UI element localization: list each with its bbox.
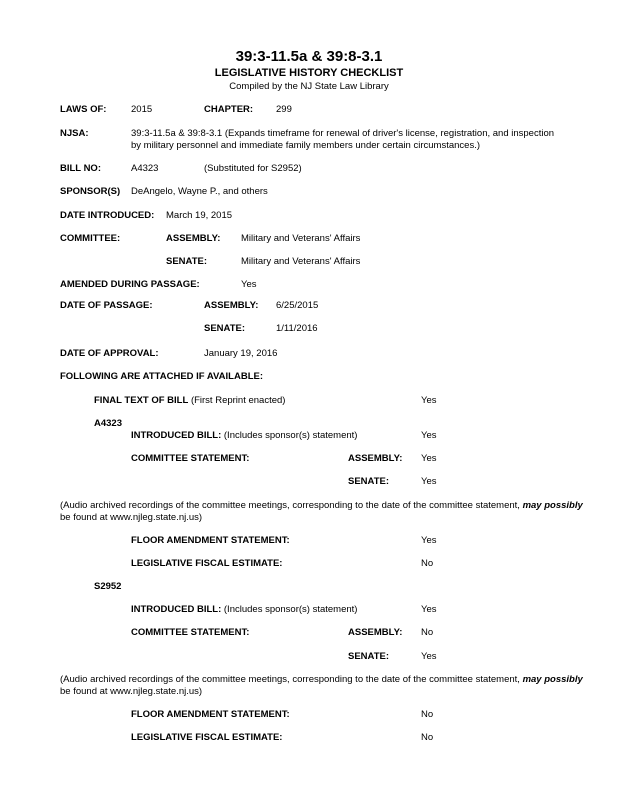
njsa-value: 39:3-11.5a & 39:8-3.1 (Expands timeframe for renewal of driver's license, registration, and inspection by military personnel and immediate family members under certain circumstances.) — [131, 128, 555, 151]
date-of-passage-label: DATE OF PASSAGE: — [60, 300, 153, 311]
laws-of-value: 2015 — [131, 104, 153, 115]
s2952-senate-value: Yes — [421, 651, 437, 662]
amended-value: Yes — [241, 279, 257, 290]
final-text-value: Yes — [421, 395, 437, 406]
a4323-floor-label: FLOOR AMENDMENT STATEMENT: — [131, 535, 290, 546]
a4323-introduced-label: INTRODUCED BILL: — [131, 430, 222, 441]
s2952-introduced-label: INTRODUCED BILL: — [131, 604, 222, 615]
a4323-senate-value: Yes — [421, 476, 437, 487]
date-introduced-value: March 19, 2015 — [166, 210, 233, 221]
compiled-by: Compiled by the NJ State Law Library — [229, 81, 389, 92]
s2952-audio-text: (Audio archived recordings of the committee meetings, corresponding to the date of the committee statement, — [60, 674, 520, 685]
document-title: 39:3-11.5a & 39:8-3.1 — [235, 48, 383, 65]
a4323-assembly-label: ASSEMBLY: — [348, 453, 403, 464]
final-text-label: FINAL TEXT OF BILL — [94, 395, 189, 406]
s2952-introduced-row — [131, 604, 357, 616]
bill-no-label: BILL NO: — [60, 163, 101, 174]
sponsors-value: DeAngelo, Wayne P., and others — [131, 186, 268, 197]
s2952-assembly-value: No — [421, 627, 434, 638]
njsa-label: NJSA: — [60, 128, 89, 139]
a4323-introduced-value: Yes — [421, 430, 437, 441]
amended-label: AMENDED DURING PASSAGE: — [60, 279, 200, 290]
s2952-committee-statement-label: COMMITTEE STATEMENT: — [131, 627, 250, 638]
date-introduced-label: DATE INTRODUCED: — [60, 210, 155, 221]
passage-assembly-value: 6/25/2015 — [276, 300, 319, 311]
passage-senate-value: 1/11/2016 — [276, 323, 318, 334]
laws-of-label: LAWS OF: — [60, 104, 107, 115]
committee-senate-value: Military and Veterans' Affairs — [241, 256, 361, 267]
passage-assembly-label: ASSEMBLY: — [204, 300, 259, 311]
committee-assembly-value: Military and Veterans' Affairs — [241, 233, 361, 244]
a4323-floor-value: Yes — [421, 535, 437, 546]
a4323-assembly-value: Yes — [421, 453, 437, 464]
a4323-audio-emphasis: may possibly — [522, 500, 583, 511]
final-text-note: (First Reprint enacted) — [190, 395, 286, 406]
a4323-audio-link-text: be found at www.njleg.state.nj.us) — [60, 512, 203, 523]
committee-senate-label: SENATE: — [166, 256, 207, 267]
s2952-fiscal-label: LEGISLATIVE FISCAL ESTIMATE: — [131, 732, 283, 743]
committee-label: COMMITTEE: — [60, 233, 121, 244]
a4323-committee-statement-label: COMMITTEE STATEMENT: — [131, 453, 250, 464]
chapter-value: 299 — [276, 104, 292, 115]
committee-assembly-label: ASSEMBLY: — [166, 233, 221, 244]
s2952-introduced-value: Yes — [421, 604, 437, 615]
a4323-audio-note — [60, 500, 610, 524]
s2952-audio-link-text: be found at www.njleg.state.nj.us) — [60, 686, 203, 697]
s2952-introduced-note: (Includes sponsor(s) statement) — [223, 604, 358, 615]
a4323-fiscal-label: LEGISLATIVE FISCAL ESTIMATE: — [131, 558, 283, 569]
final-text-row — [94, 395, 285, 407]
a4323-introduced-note: (Includes sponsor(s) statement) — [223, 430, 358, 441]
s2952-fiscal-value: No — [421, 732, 434, 743]
s2952-senate-label: SENATE: — [348, 651, 389, 662]
document-subtitle: LEGISLATIVE HISTORY CHECKLIST — [214, 67, 404, 79]
s2952-heading: S2952 — [94, 581, 122, 592]
bill-no-value: A4323 — [131, 163, 159, 174]
s2952-audio-emphasis: may possibly — [522, 674, 583, 685]
s2952-assembly-label: ASSEMBLY: — [348, 627, 403, 638]
s2952-audio-note — [60, 674, 610, 698]
chapter-label: CHAPTER: — [204, 104, 254, 115]
sponsors-label: SPONSOR(S) — [60, 186, 121, 197]
bill-no-substitution: (Substituted for S2952) — [204, 163, 302, 174]
a4323-senate-label: SENATE: — [348, 476, 389, 487]
a4323-fiscal-value: No — [421, 558, 434, 569]
attached-heading: FOLLOWING ARE ATTACHED IF AVAILABLE: — [60, 371, 263, 382]
a4323-introduced-row — [131, 430, 357, 442]
s2952-floor-value: No — [421, 709, 434, 720]
a4323-audio-text: (Audio archived recordings of the committee meetings, corresponding to the date of the committee statement, — [60, 500, 520, 511]
date-of-approval-value: January 19, 2016 — [204, 348, 278, 359]
date-of-approval-label: DATE OF APPROVAL: — [60, 348, 159, 359]
a4323-heading: A4323 — [94, 418, 122, 429]
s2952-floor-label: FLOOR AMENDMENT STATEMENT: — [131, 709, 290, 720]
passage-senate-label: SENATE: — [204, 323, 245, 334]
